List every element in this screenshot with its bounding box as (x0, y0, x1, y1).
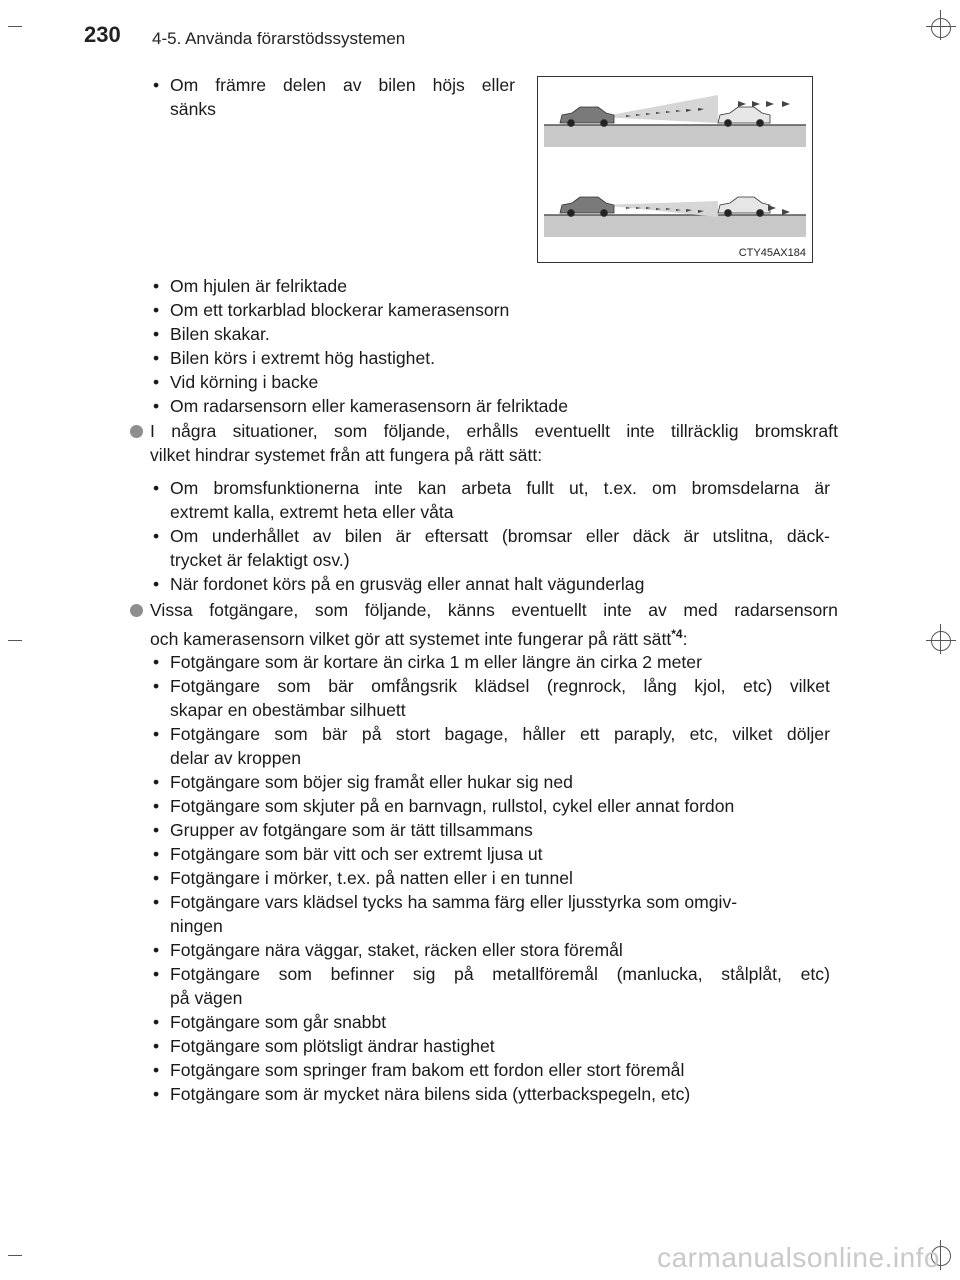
word: känns (447, 600, 495, 620)
illustration-figure (537, 76, 813, 263)
word: bromsfunktionerna (213, 478, 360, 498)
bullet-dot: • (153, 396, 160, 416)
car-front-top (718, 107, 770, 127)
bullet-text: Grupper av fotgängare som är tätt tillsammans (170, 820, 533, 840)
car-front-lift-illustration-icon (538, 77, 812, 262)
bullet-text (170, 524, 830, 548)
word: underhållet (211, 526, 299, 546)
footnote-ref: *4 (671, 627, 683, 641)
car-front-bottom (718, 197, 770, 217)
word: bär (322, 724, 348, 744)
bullet-text: Bilen skakar. (170, 324, 270, 344)
word: om (652, 478, 677, 498)
word: t.ex. (603, 478, 637, 498)
word: däck- (786, 526, 830, 546)
word: arbeta (461, 478, 512, 498)
bullet-text: Fotgängare i mörker, t.ex. på natten eller i en tunnel (170, 868, 573, 888)
word: erhålls (466, 421, 519, 441)
word: etc, (689, 724, 718, 744)
word: Om (170, 75, 199, 95)
paragraph-line: vilket hindrar systemet från att fungera på rätt sätt: (150, 445, 543, 465)
bullet-text: Bilen körs i extremt hög hastighet. (170, 348, 436, 368)
bullet-text: Om hjulen är felriktade (170, 276, 347, 296)
word: på (454, 964, 474, 984)
bullet-continuation: extremt kalla, extremt heta eller våta (170, 502, 454, 522)
registration-circle-top (931, 18, 951, 38)
bullet-dot: • (153, 574, 160, 594)
bullet-text: Vid körning i backe (170, 372, 319, 392)
word: radarsensorn (734, 600, 838, 620)
word: Om (170, 526, 199, 546)
word: (bromsar (501, 526, 573, 546)
registration-circle-mid (931, 631, 951, 651)
crop-mark-top-left (8, 26, 22, 27)
crop-mark-bottom-left (8, 1255, 22, 1256)
bullet-dot: • (153, 820, 160, 840)
bullet-text: Om ett torkarblad blockerar kamerasensorn (170, 300, 510, 320)
bullet-text (170, 73, 515, 97)
bullet-text: Fotgängare som böjer sig framåt eller hukar sig ned (170, 772, 573, 792)
word: däck (632, 526, 670, 546)
word: bilen (378, 75, 416, 95)
word: är (814, 478, 830, 498)
word: ett (579, 724, 600, 744)
word: stålplåt, (721, 964, 782, 984)
word: utslitna, (712, 526, 774, 546)
bullet-dot: • (153, 652, 160, 672)
car-rear-top (560, 107, 614, 127)
bullet-text (170, 476, 830, 500)
word: som (334, 421, 368, 441)
word: främre (215, 75, 267, 95)
paragraph-line-text: och kamerasensorn vilket gör att systemet inte fungerar på rätt sätt (150, 628, 672, 649)
bullet-dot: • (153, 844, 160, 864)
bullet-dot: • (153, 324, 160, 344)
word: följande, (364, 600, 432, 620)
word: som (314, 600, 349, 620)
bullet-dot: • (153, 964, 160, 984)
bullet-dot: • (153, 75, 160, 95)
word: av (648, 600, 667, 620)
word: kan (417, 478, 447, 498)
bullet-continuation: på vägen (170, 988, 243, 1008)
word: är (395, 526, 412, 546)
word: I (150, 421, 155, 441)
bullet-text: Fotgängare som går snabbt (170, 1012, 387, 1032)
word: fotgängare, (209, 600, 299, 620)
word: lång (643, 676, 677, 696)
bullet-text: Fotgängare som skjuter på en barnvagn, rullstol, cykel eller annat fordon (170, 796, 735, 816)
word: håller (522, 724, 566, 744)
bullet-dot: • (153, 796, 160, 816)
bullet-text (170, 722, 830, 746)
word: bär (328, 676, 354, 696)
word: av (342, 75, 362, 95)
bullet-dot: • (153, 478, 160, 498)
word: eftersatt (424, 526, 489, 546)
car-rear-bottom (560, 197, 614, 217)
bullet-dot: • (153, 1012, 160, 1032)
word: omfångsrik (371, 676, 458, 696)
bullet-dot: • (153, 1084, 160, 1104)
bullet-text: När fordonet körs på en grusväg eller annat halt vägunderlag (170, 574, 645, 594)
bullet-text: Fotgängare som plötsligt ändrar hastighet (170, 1036, 495, 1056)
word: stort (395, 724, 431, 744)
word: bilen (344, 526, 382, 546)
bullet-dot: • (153, 1036, 160, 1056)
word: som (278, 964, 312, 984)
word: kjol, (694, 676, 726, 696)
word: etc) (800, 964, 830, 984)
bullet-text (170, 674, 830, 698)
word: situationer, (232, 421, 318, 441)
bullet-text: Om radarsensorn eller kamerasensorn är felriktade (170, 396, 568, 416)
word: Fotgängare (170, 676, 260, 696)
word: sig (412, 964, 436, 984)
watermark: carmanualsonline.info (657, 1242, 940, 1273)
word: döljer (786, 724, 830, 744)
bullet-continuation: skapar en obestämbar silhuett (170, 700, 406, 720)
word: är (683, 526, 700, 546)
bullet-continuation: trycket är felaktigt osv.) (170, 550, 350, 570)
word: inte (626, 421, 655, 441)
bullet-dot: • (153, 868, 160, 888)
word: bromsdelarna (691, 478, 800, 498)
circle-bullet-icon (130, 425, 143, 438)
word: tillräcklig (671, 421, 739, 441)
word: paraply, (613, 724, 676, 744)
word: Fotgängare (170, 964, 260, 984)
paragraph-line (150, 598, 838, 622)
bullet-text: Fotgängare nära väggar, staket, räcken eller stora föremål (170, 940, 623, 960)
section-title: 4-5. Använda förarstödssystemen (152, 29, 406, 48)
paragraph-line-end: : (682, 628, 688, 649)
page-number: 230 (84, 22, 121, 47)
word: (manlucka, (616, 964, 703, 984)
word: Vissa (150, 600, 193, 620)
bullet-continuation: delar av kroppen (170, 748, 302, 768)
word: inte (603, 600, 632, 620)
word: eventuellt (534, 421, 610, 441)
word: eventuellt (511, 600, 587, 620)
bullet-dot: • (153, 772, 160, 792)
figure-code: CTY45AX184 (738, 247, 806, 259)
bullet-text: Fotgängare som är mycket nära bilens sida (ytterbackspegeln, etc) (170, 1084, 691, 1104)
bullet-continuation: ningen (170, 916, 223, 936)
bullet-dot: • (153, 300, 160, 320)
word: delen (283, 75, 327, 95)
word: som (274, 724, 308, 744)
bullet-dot: • (153, 1060, 160, 1080)
word: ut, (568, 478, 589, 498)
word: vilket (789, 676, 830, 696)
word: metallföremål (492, 964, 598, 984)
word: eller (481, 75, 515, 95)
word: av (312, 526, 332, 546)
word: befinner (330, 964, 395, 984)
word: följande, (383, 421, 451, 441)
crop-mark-mid-left (8, 640, 22, 641)
bullet-text: Fotgängare vars klädsel tycks ha samma färg eller ljusstyrka som omgiv- (170, 892, 738, 912)
bullet-dot: • (153, 348, 160, 368)
bullet-text: Fotgängare som är kortare än cirka 1 m eller längre än cirka 2 meter (170, 652, 702, 672)
circle-bullet-icon (130, 604, 143, 617)
word: som (277, 676, 311, 696)
word: med (683, 600, 718, 620)
word: inte (374, 478, 403, 498)
bullet-dot: • (153, 372, 160, 392)
bullet-text: Fotgängare som springer fram bakom ett fordon eller stort föremål (170, 1060, 685, 1080)
word: eller (585, 526, 620, 546)
word: på (361, 724, 382, 744)
word: bromskraft (754, 421, 838, 441)
bullet-text: Fotgängare som bär vitt och ser extremt ljusa ut (170, 844, 543, 864)
word: etc) (743, 676, 773, 696)
bullet-dot: • (153, 892, 160, 912)
paragraph-line (150, 419, 838, 443)
word: höjs (432, 75, 465, 95)
bullet-dot: • (153, 724, 160, 744)
bullet-dot: • (153, 676, 160, 696)
word: några (171, 421, 217, 441)
bullet-dot: • (153, 276, 160, 296)
bullet-continuation: sänks (170, 99, 216, 119)
bullet-text (170, 962, 830, 986)
bullet-dot: • (153, 526, 160, 546)
bullet-dot: • (153, 940, 160, 960)
word: bagage, (444, 724, 509, 744)
paragraph-line-2 (150, 622, 687, 651)
word: vilket (732, 724, 773, 744)
word: klädsel (474, 676, 530, 696)
word: fullt (526, 478, 554, 498)
word: (regnrock, (546, 676, 627, 696)
word: Fotgängare (170, 724, 260, 744)
word: Om (170, 478, 199, 498)
